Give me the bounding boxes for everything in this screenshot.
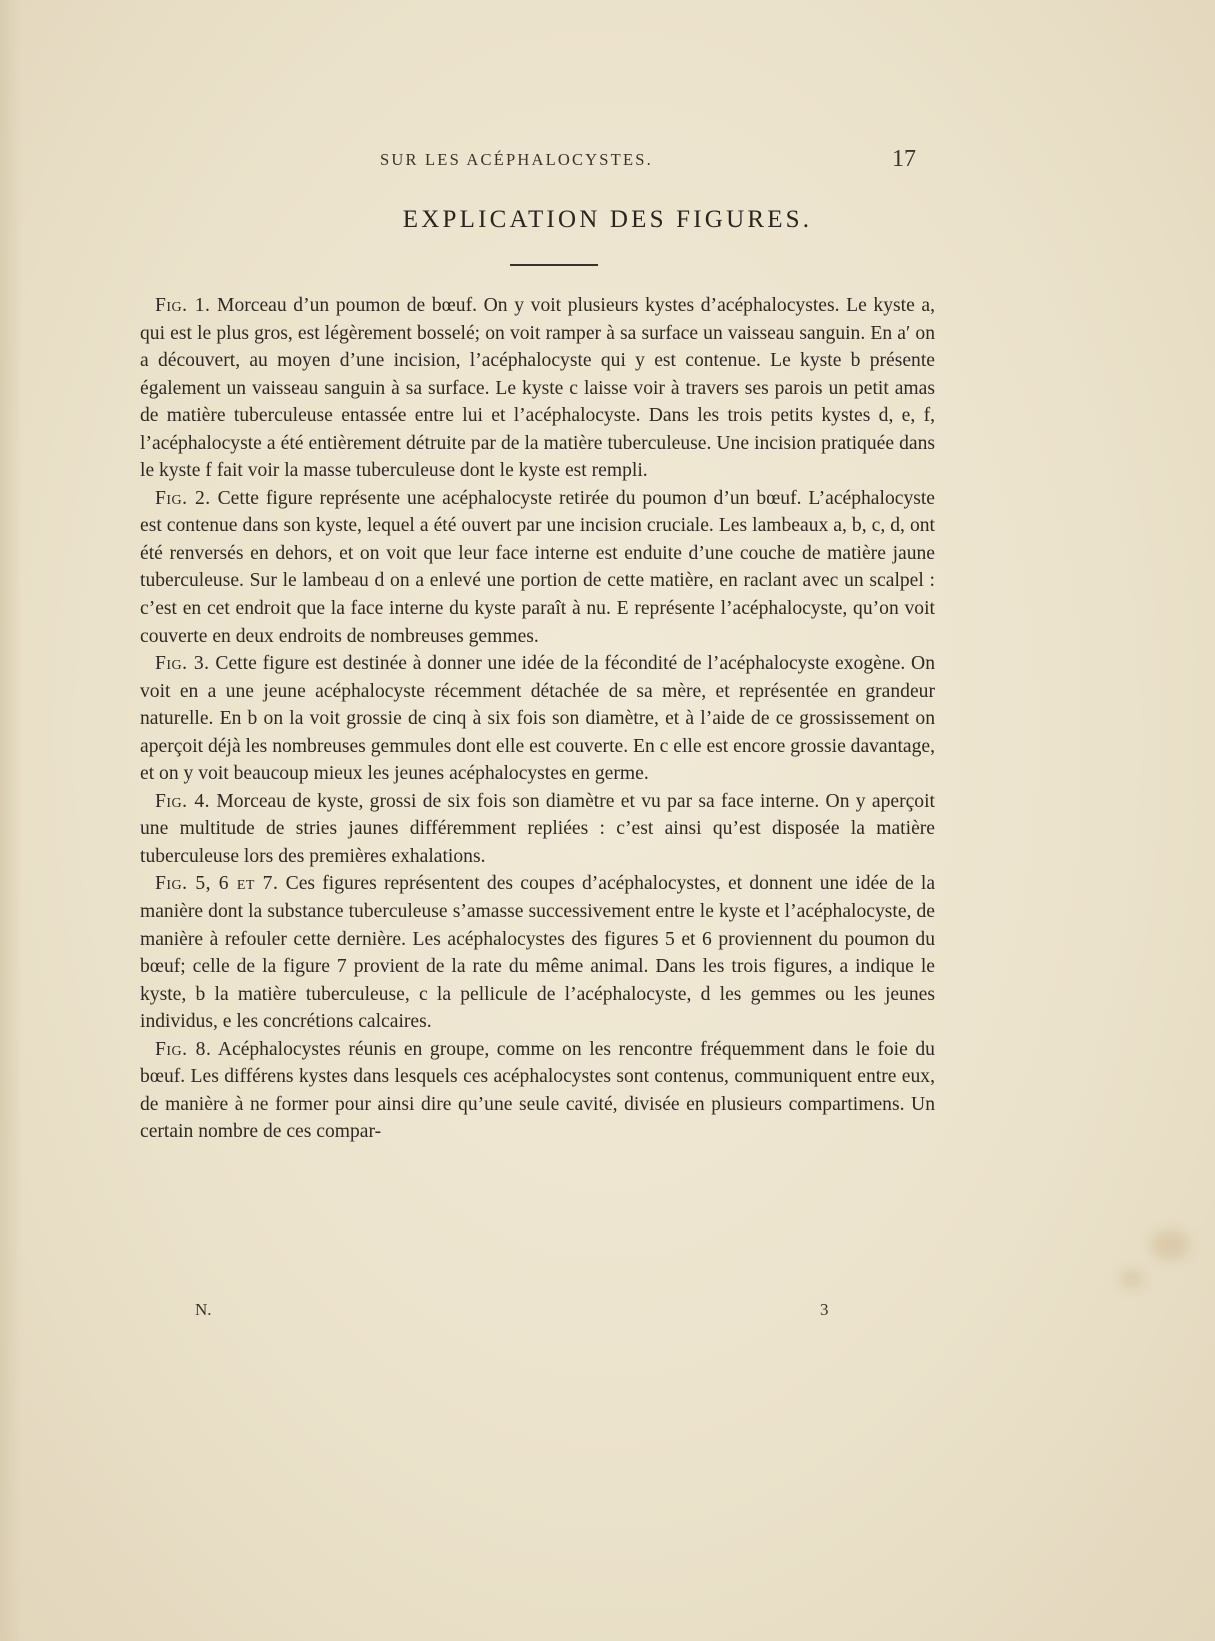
figure-label: Fig. 2. (155, 487, 211, 509)
paper-stain (1150, 1230, 1190, 1260)
figure-description: Cette figure représente une acéphalocyste retirée du poumon d’un bœuf. L’acéphalocyste est contenue dans son kyste, lequel a été ouvert par une incision cruciale. Les lambeaux a, b, c, d, ont été renversés en dehors, et on voit que leur face interne est enduite d’une couche de matière jaune tuberculeuse. Sur le lambeau d on a enlevé une portion de cette matière, en raclant avec un scalpel : c’est en cet endroit que la face interne du kyste paraît à nu. E représente l’acéphalocyste, qu’on voit couverte en deux endroits de nombreuses gemmes. (140, 487, 936, 647)
figure-description: Acéphalocystes réunis en groupe, comme on les rencontre fréquemment dans le foie du bœuf. Les différens kystes dans lesquels ces acéphalocystes sont contenus, communiquent entre eux, de manière à ne former pour ainsi dire qu’une seule cavité, divisée en plusieurs compartimens. Un certain nombre de ces compar- (140, 1038, 935, 1143)
figure-label: Fig. 1. (155, 295, 211, 316)
figure-paragraph (140, 292, 935, 485)
title-rule (510, 264, 598, 266)
paper-stain (1120, 1270, 1144, 1288)
signature-mark: N. (195, 1300, 212, 1319)
figure-paragraph (140, 650, 935, 788)
figure-paragraph (140, 870, 935, 1035)
figure-explanations (140, 292, 935, 1146)
figure-paragraph (140, 788, 935, 871)
figure-paragraph (140, 1036, 935, 1146)
signature-number: 3 (820, 1300, 829, 1319)
figure-label: Fig. 5, 6 et 7. (155, 873, 279, 895)
running-head (380, 146, 916, 174)
figure-description: Ces figures représentent des coupes d’acéphalocystes, et donnent une idée de la manière dont la substance tuberculeuse s’amasse successivement entre le kyste et l’acéphalocyste, de manière à refouler cette dernière. Les acéphalocystes des figures 5 et 6 proviennent du poumon du bœuf; celle de la figure 7 provient de la rate du même animal. Dans les trois figures, a indique le kyste, b la matière tuberculeuse, c la pellicule de l’acéphalocyste, d les gemmes ou les jeunes individus, e les concrétions calcaires. (140, 873, 936, 1033)
section-title: EXPLICATION DES FIGURES. (402, 206, 813, 233)
binding-shadow (0, 0, 22, 1641)
running-title: SUR LES ACÉPHALOCYSTES. (380, 150, 653, 169)
figure-description: Cette figure est destinée à donner une idée de la fécondité de l’acéphalocyste exogène. On voit en a une jeune acéphalocyste récemment détachée de sa mère, et représentée en grandeur naturelle. En b on la voit grossie de cinq à six fois son diamètre, et à l’aide de ce grossissement on aperçoit déjà les nombreuses gemmules dont elle est couverte. En c elle est encore grossie davantage, et on y voit beaucoup mieux les jeunes acéphalocystes en germe. (140, 653, 935, 785)
figure-description: Morceau de kyste, grossi de six fois son diamètre et vu par sa face interne. On y aperçoit une multitude de stries jaunes différemment repliées : c’est ainsi qu’est disposée la matière tuberculeuse lors des premières exhalations. (140, 790, 935, 867)
figure-paragraph (140, 485, 935, 650)
figure-label: Fig. 8. (155, 1038, 212, 1060)
page-number: 17 (892, 146, 916, 172)
figure-label: Fig. 3. (155, 653, 210, 675)
figure-label: Fig. 4. (155, 790, 211, 812)
figure-description: Morceau d’un poumon de bœuf. On y voit plusieurs kystes d’acéphalocystes. Le kyste a, qui est le plus gros, est légèrement bosselé; on voit ramper à sa surface un vaisseau sanguin. En a′ on a découvert, au moyen d’une incision, l’acéphalocyste qui y est contenue. Le kyste b présente également un vaisseau sanguin à sa surface. Le kyste c laisse voir à travers ses parois un petit amas de matière tuberculeuse entassée entre lui et l’acéphalocyste. Dans les trois petits kystes d, e, f, l’acéphalocyste a été entièrement détruite par de la matière tuberculeuse. Une incision pratiquée dans le kyste f fait voir la masse tuberculeuse dont le kyste est rempli. (140, 295, 935, 482)
